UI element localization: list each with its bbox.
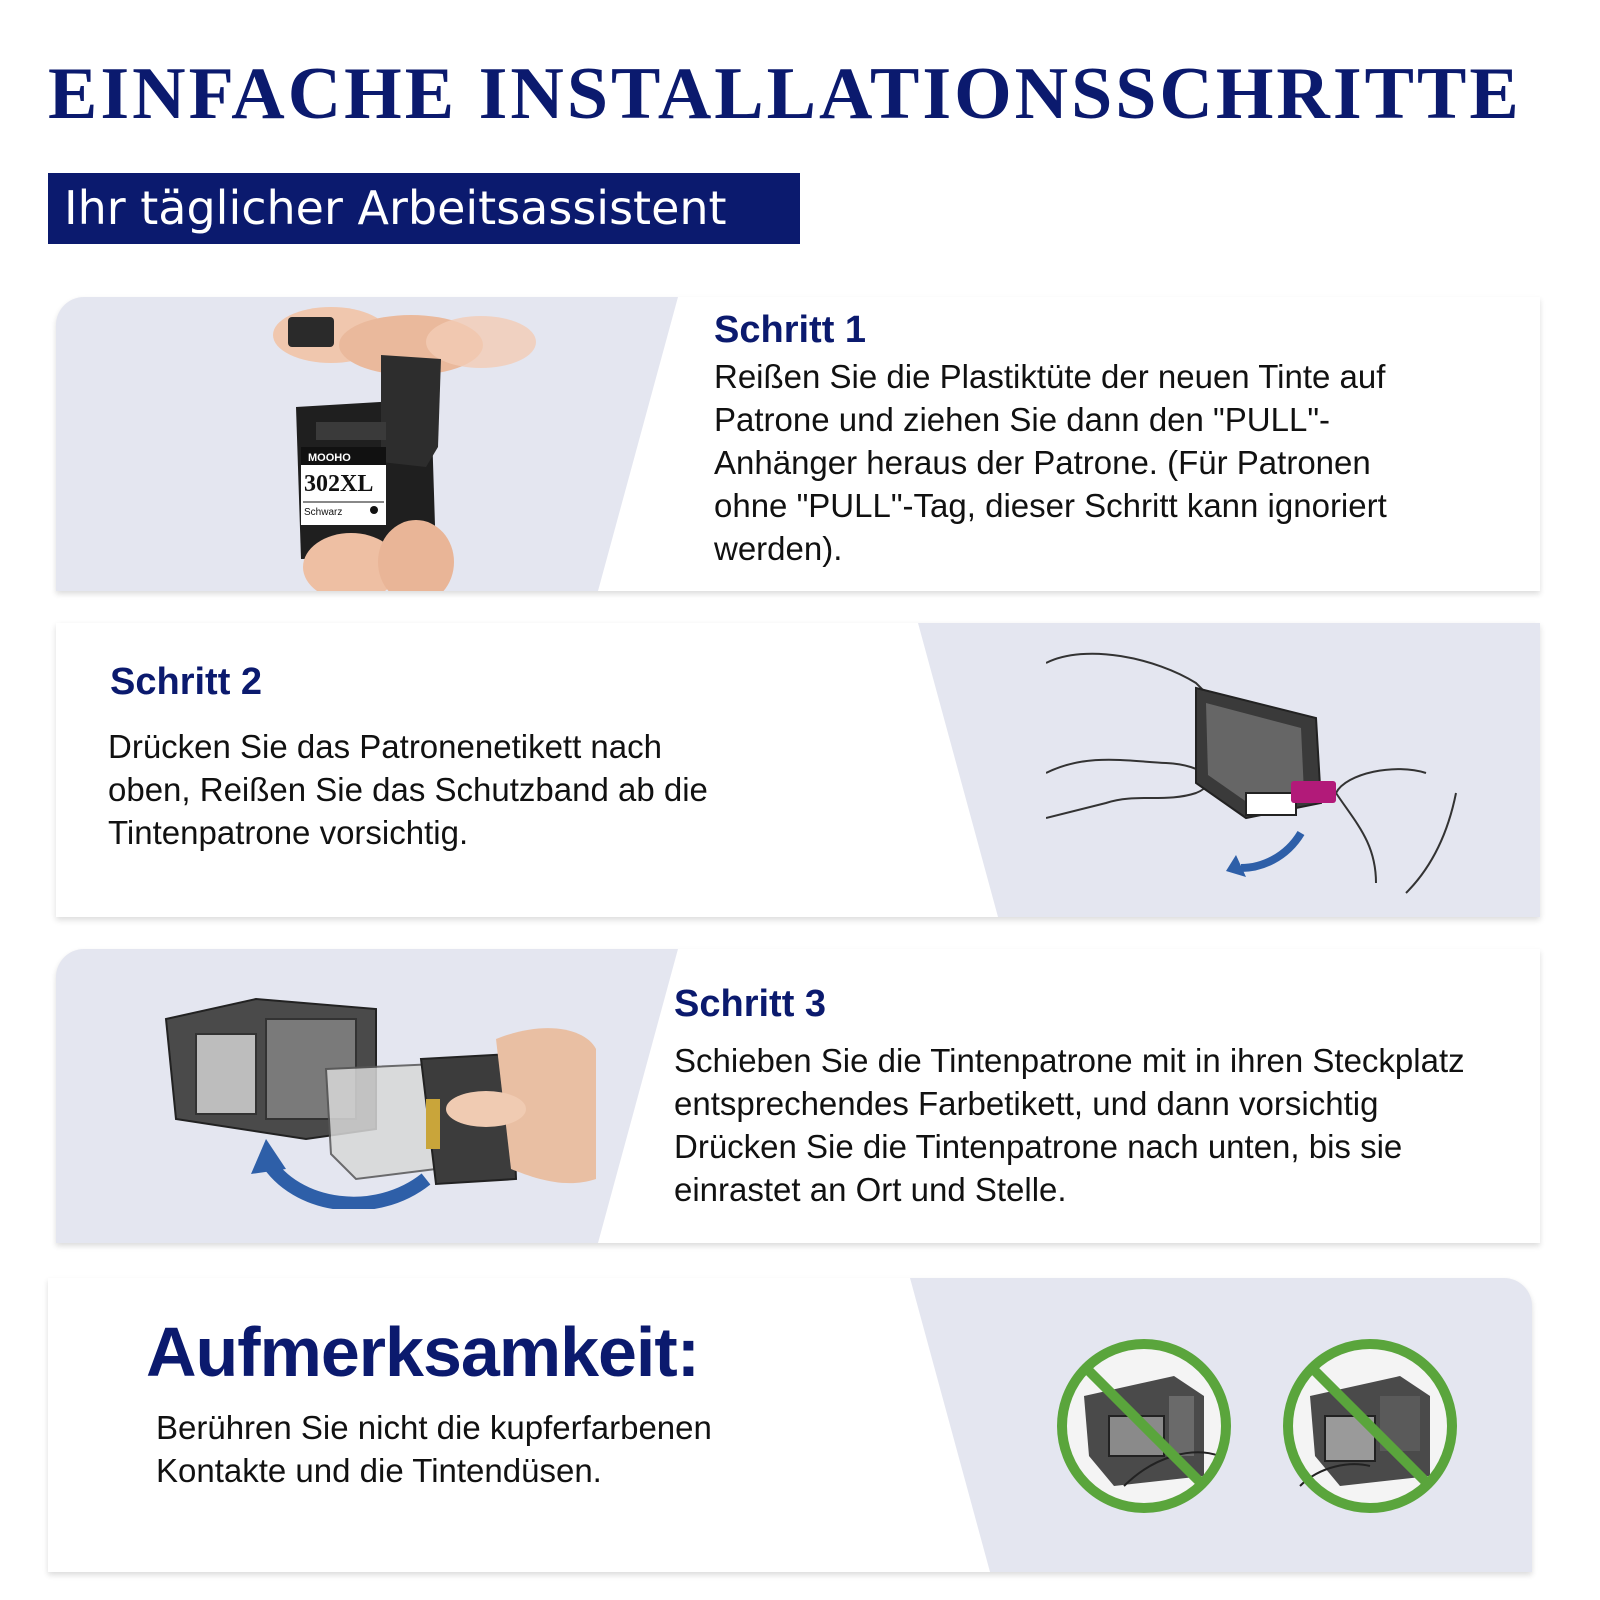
step-2-title: Schritt 2 bbox=[110, 661, 263, 703]
step-1-panel bbox=[56, 297, 1540, 591]
hand-cartridge-illustration bbox=[206, 297, 546, 591]
insert-cartridge-illustration bbox=[156, 979, 596, 1209]
step-1-title: Schritt 1 bbox=[714, 309, 867, 351]
cartridge-brand: MOOHO bbox=[308, 452, 351, 464]
attention-text: Berühren Sie nicht die kupferfarbenen Kontakte und die Tintendüsen. bbox=[156, 1409, 712, 1489]
page-title: EINFACHE INSTALLATIONSSCHRITTE bbox=[48, 53, 1522, 135]
step-2-text: Drücken Sie das Patronenetikett nach oben, Reißen Sie das Schutzband ab die Tintenpatrone vorsichtig. bbox=[108, 728, 708, 851]
cartridge-color: Schwarz bbox=[304, 507, 343, 518]
step-3-title: Schritt 3 bbox=[674, 983, 827, 1025]
attention-panel bbox=[48, 1278, 1532, 1572]
step-2-panel bbox=[56, 623, 1540, 917]
no-touch-nozzles-icon bbox=[1280, 1336, 1460, 1516]
subtitle-banner: Ihr täglicher Arbeitsassistent bbox=[48, 173, 800, 244]
step-3-text: Schieben Sie die Tintenpatrone mit in ihren Steckplatz entsprechendes Farbetikett, und dann vorsichtig Drücken Sie die Tintenpatrone nach unten, bis sie einrastet an Ort und Stelle. bbox=[674, 1042, 1465, 1208]
step-1-text: Reißen Sie die Plastiktüte der neuen Tinte auf Patrone und ziehen Sie dann den "PULL"-Anhänger heraus der Patrone. (Für Patronen ohne "PULL"-Tag, dieser Schritt kann ignoriert werden). bbox=[714, 358, 1387, 567]
cartridge-model: 302XL bbox=[304, 471, 374, 497]
step-3-panel bbox=[56, 949, 1540, 1243]
remove-tape-illustration bbox=[1046, 643, 1466, 903]
attention-title: Aufmerksamkeit: bbox=[146, 1313, 699, 1391]
no-touch-contacts-icon bbox=[1054, 1336, 1234, 1516]
